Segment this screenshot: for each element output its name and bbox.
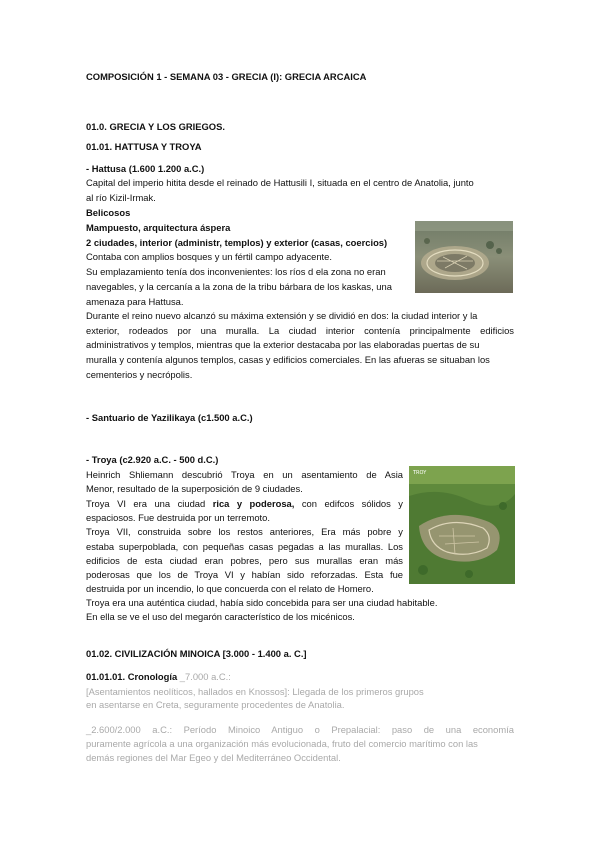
troya-line: espaciosos. Fue destruida por un terremoto. xyxy=(86,512,270,523)
troya-heading: - Troya (c2.920 a.C. - 500 d.C.) xyxy=(86,454,219,465)
hattusa-bold-line: Mampuesto, arquitectura áspera xyxy=(86,222,231,233)
troya-line: destruida por un incendio, lo que concuerda con el relato de Homero. xyxy=(86,583,374,594)
troya-line: Heinrich Shliemann descubrió Troya en un asentamiento de Asia xyxy=(86,469,403,480)
hattusa-line: muralla y contenía algunos templos, casas y edificios comerciales. En las afueras se situaban los xyxy=(86,354,490,365)
hattusa-line: Durante el reino nuevo alcanzó su máxima extensión y se dividió en dos: la ciudad interior y la xyxy=(86,310,478,321)
troya-vi-bold: rica y poderosa, xyxy=(212,498,295,509)
cronologia-line: [Asentamientos neolíticos, hallados en Knossos]: Llegada de los primeros grupos xyxy=(86,686,424,697)
troya-line: Troya VII, construida sobre los restos anteriores, Era más pobre y xyxy=(86,526,403,537)
hattusa-line: navegables, y la cercanía a la zona de la tribu bárbara de los kaskas, una xyxy=(86,281,392,292)
yazilikaya-heading: - Santuario de Yazilikaya (c1.500 a.C.) xyxy=(86,412,253,423)
troya-vi-line xyxy=(86,498,403,510)
hattusa-line: Su emplazamiento tenía dos inconvenientes: los ríos d ela zona no eran xyxy=(86,266,386,277)
hattusa-photo-svg xyxy=(415,221,513,293)
doc-title: COMPOSICIÓN 1 - SEMANA 03 - GRECIA (I): GRECIA ARCAICA xyxy=(86,71,367,82)
section-0101-heading: 01.01. HATTUSA Y TROYA xyxy=(86,141,202,152)
troya-vi-post: con edifcos sólidos y xyxy=(301,498,403,509)
cronologia-line: en asentarse en Creta, seguramente procedentes de Anatolia. xyxy=(86,699,345,710)
hattusa-line: Contaba con amplios bosques y un fértil campo adyacente. xyxy=(86,251,332,262)
hattusa-line: amenaza para Hattusa. xyxy=(86,296,184,307)
hattusa-line: exterior, rodeados por una muralla. La ciudad interior contenía principalmente edificios xyxy=(86,325,514,336)
section-0102-heading: 01.02. CIVILIZACIÓN MINOICA [3.000 - 1.400 a. C.] xyxy=(86,648,307,659)
troya-line: estaba superpoblada, con pequeñas casas pegadas a las murallas. Los xyxy=(86,541,403,552)
troy-aerial-photo xyxy=(409,466,515,584)
troya-line: En ella se ve el uso del megarón característico de los micénicos. xyxy=(86,611,355,622)
cronologia-date: _7.000 a.C.: xyxy=(177,671,231,682)
hattusa-bold-line: Belicosos xyxy=(86,207,131,218)
hattusa-line: cementerios y necrópolis. xyxy=(86,369,193,380)
cronologia-line xyxy=(86,671,231,683)
cronologia-heading: 01.01.01. Cronología xyxy=(86,671,178,682)
troya-line: poderosas que los de Troya VI y habían sido reforzadas. Esta fue xyxy=(86,569,403,580)
hattusa-line: Capital del imperio hitita desde el reinado de Hattusili I, situada en el centro de Anatolia, junto xyxy=(86,177,474,188)
hattusa-line: al río Kizil-Irmak. xyxy=(86,192,156,203)
cronologia-line: demás regiones del Mar Egeo y del Mediterráneo Occidental. xyxy=(86,752,341,763)
cronologia-line: puramente agrícola a una organización más evolucionada, fruto del comercio marítimo con las xyxy=(86,738,478,749)
hattusa-heading: - Hattusa (1.600 1.200 a.C.) xyxy=(86,163,205,174)
hattusa-aerial-photo xyxy=(415,221,513,293)
troya-line: edificios de esta ciudad eran pobres, pero sus murallas eran más xyxy=(86,555,403,566)
troy-photo-label: TROY xyxy=(413,470,427,476)
troya-line: Menor, resultado de la superposición de 9 ciudades. xyxy=(86,483,303,494)
troya-line: Troya era una auténtica ciudad, había sido concebida para ser una ciudad habitable. xyxy=(86,597,438,608)
troya-vi-pre: Troya VI era una ciudad xyxy=(86,498,206,509)
cronologia-line: _2.600/2.000 a.C.: Período Minoico Antiguo o Prepalacial: paso de una economía xyxy=(86,724,514,735)
section-010-heading: 01.0. GRECIA Y LOS GRIEGOS. xyxy=(86,121,225,132)
troy-photo-svg xyxy=(409,466,515,584)
hattusa-line: administrativos y templos, mientras que la exterior destacaba por las elaboradas puertas de su xyxy=(86,339,480,350)
hattusa-bold-line: 2 ciudades, interior (administr, templos) y exterior (casas, coercios) xyxy=(86,237,388,248)
